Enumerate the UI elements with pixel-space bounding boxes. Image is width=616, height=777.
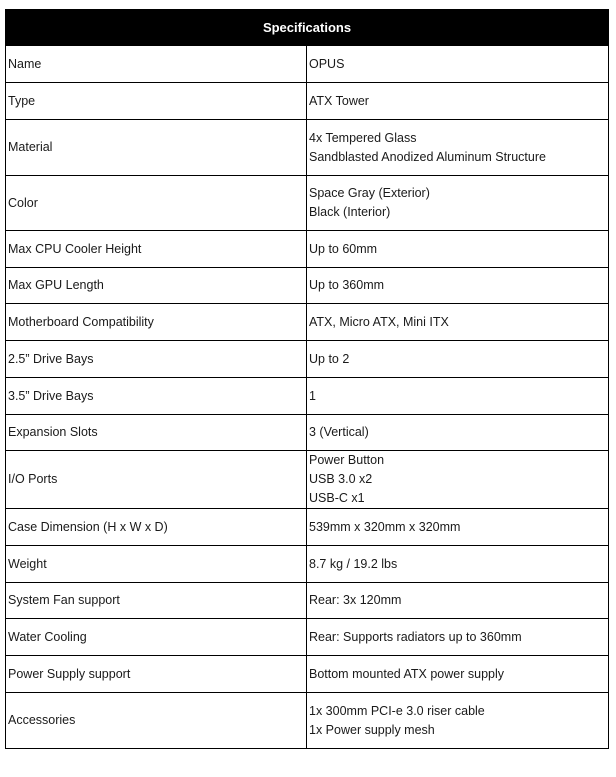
spec-label: Expansion Slots: [6, 415, 307, 451]
spec-value-line: Up to 360mm: [309, 278, 385, 292]
spec-label: Max CPU Cooler Height: [6, 231, 307, 268]
table-row-power-supply-support: [6, 656, 609, 693]
table-row-2-5-drive-bays: [6, 341, 609, 378]
spec-value-line: 1x Power supply mesh: [309, 722, 435, 737]
spec-value-line: 4x Tempered Glass: [309, 130, 417, 145]
table-row-accessories: [6, 693, 609, 749]
spec-label: 2.5” Drive Bays: [6, 341, 307, 378]
spec-label: Name: [6, 46, 307, 83]
spec-value-line: Black (Interior): [309, 205, 391, 219]
table-row-type: [6, 83, 609, 120]
spec-label: Case Dimension (H x W x D): [6, 509, 307, 546]
spec-label: Max GPU Length: [6, 268, 307, 304]
table-title: Specifications: [6, 10, 609, 46]
spec-value: [307, 583, 609, 619]
spec-value: [307, 656, 609, 693]
table-header-row: [6, 10, 609, 46]
spec-value: [307, 46, 609, 83]
spec-label: Type: [6, 83, 307, 120]
table-row-max-gpu-length: [6, 268, 609, 304]
spec-value: [307, 378, 609, 415]
spec-value: [307, 619, 609, 656]
table-row-3-5-drive-bays: [6, 378, 609, 415]
table-body: [6, 46, 609, 749]
table-row-motherboard-compatibility: [6, 304, 609, 341]
spec-label: Power Supply support: [6, 656, 307, 693]
spec-value: [307, 341, 609, 378]
spec-label: System Fan support: [6, 583, 307, 619]
spec-label: 3.5” Drive Bays: [6, 378, 307, 415]
spec-value-line: 1: [309, 388, 316, 403]
spec-value-line: Sandblasted Anodized Aluminum Structure: [309, 149, 546, 164]
spec-value-line: Rear: 3x 120mm: [309, 593, 402, 607]
spec-value-line: USB-C x1: [309, 491, 365, 505]
table-row-system-fan-support: [6, 583, 609, 619]
spec-value-line: Bottom mounted ATX power supply: [309, 666, 505, 681]
spec-value-line: 8.7 kg / 19.2 lbs: [309, 556, 398, 571]
spec-label: Color: [6, 176, 307, 231]
table-row-water-cooling: [6, 619, 609, 656]
spec-label: Material: [6, 120, 307, 176]
spec-value: [307, 120, 609, 176]
spec-value: [307, 415, 609, 451]
table-row-case-dimension-h-x-w-x-d: [6, 509, 609, 546]
spec-label: Accessories: [6, 693, 307, 749]
spec-value: [307, 268, 609, 304]
spec-label: I/O Ports: [6, 451, 307, 509]
table-row-name: [6, 46, 609, 83]
spec-value-line: Rear: Supports radiators up to 360mm: [309, 629, 522, 644]
table-row-color: [6, 176, 609, 231]
spec-value: [307, 546, 609, 583]
spec-value: [307, 304, 609, 341]
table-row-weight: [6, 546, 609, 583]
spec-value-line: 3 (Vertical): [309, 425, 369, 439]
spec-value-line: USB 3.0 x2: [309, 472, 373, 486]
spec-value: [307, 176, 609, 231]
table-row-max-cpu-cooler-height: [6, 231, 609, 268]
table-row-expansion-slots: [6, 415, 609, 451]
spec-label: Weight: [6, 546, 307, 583]
spec-label: Motherboard Compatibility: [6, 304, 307, 341]
spec-value-line: Up to 60mm: [309, 241, 378, 256]
table-row-material: [6, 120, 609, 176]
spec-value-line: Power Button: [309, 453, 385, 467]
spec-value: [307, 451, 609, 509]
spec-value: [307, 509, 609, 546]
spec-value-line: 539mm x 320mm x 320mm: [309, 519, 461, 534]
specifications-table: [5, 9, 609, 749]
table-row-i-o-ports: [6, 451, 609, 509]
spec-value-line: 1x 300mm PCI-e 3.0 riser cable: [309, 703, 485, 718]
spec-label: Water Cooling: [6, 619, 307, 656]
spec-value: [307, 83, 609, 120]
spec-value-line: Up to 2: [309, 351, 350, 366]
spec-value: [307, 231, 609, 268]
spec-value-line: ATX Tower: [309, 93, 369, 108]
spec-value-line: OPUS: [309, 56, 345, 71]
spec-value: [307, 693, 609, 749]
spec-value-line: ATX, Micro ATX, Mini ITX: [309, 314, 449, 329]
spec-value-line: Space Gray (Exterior): [309, 186, 430, 200]
